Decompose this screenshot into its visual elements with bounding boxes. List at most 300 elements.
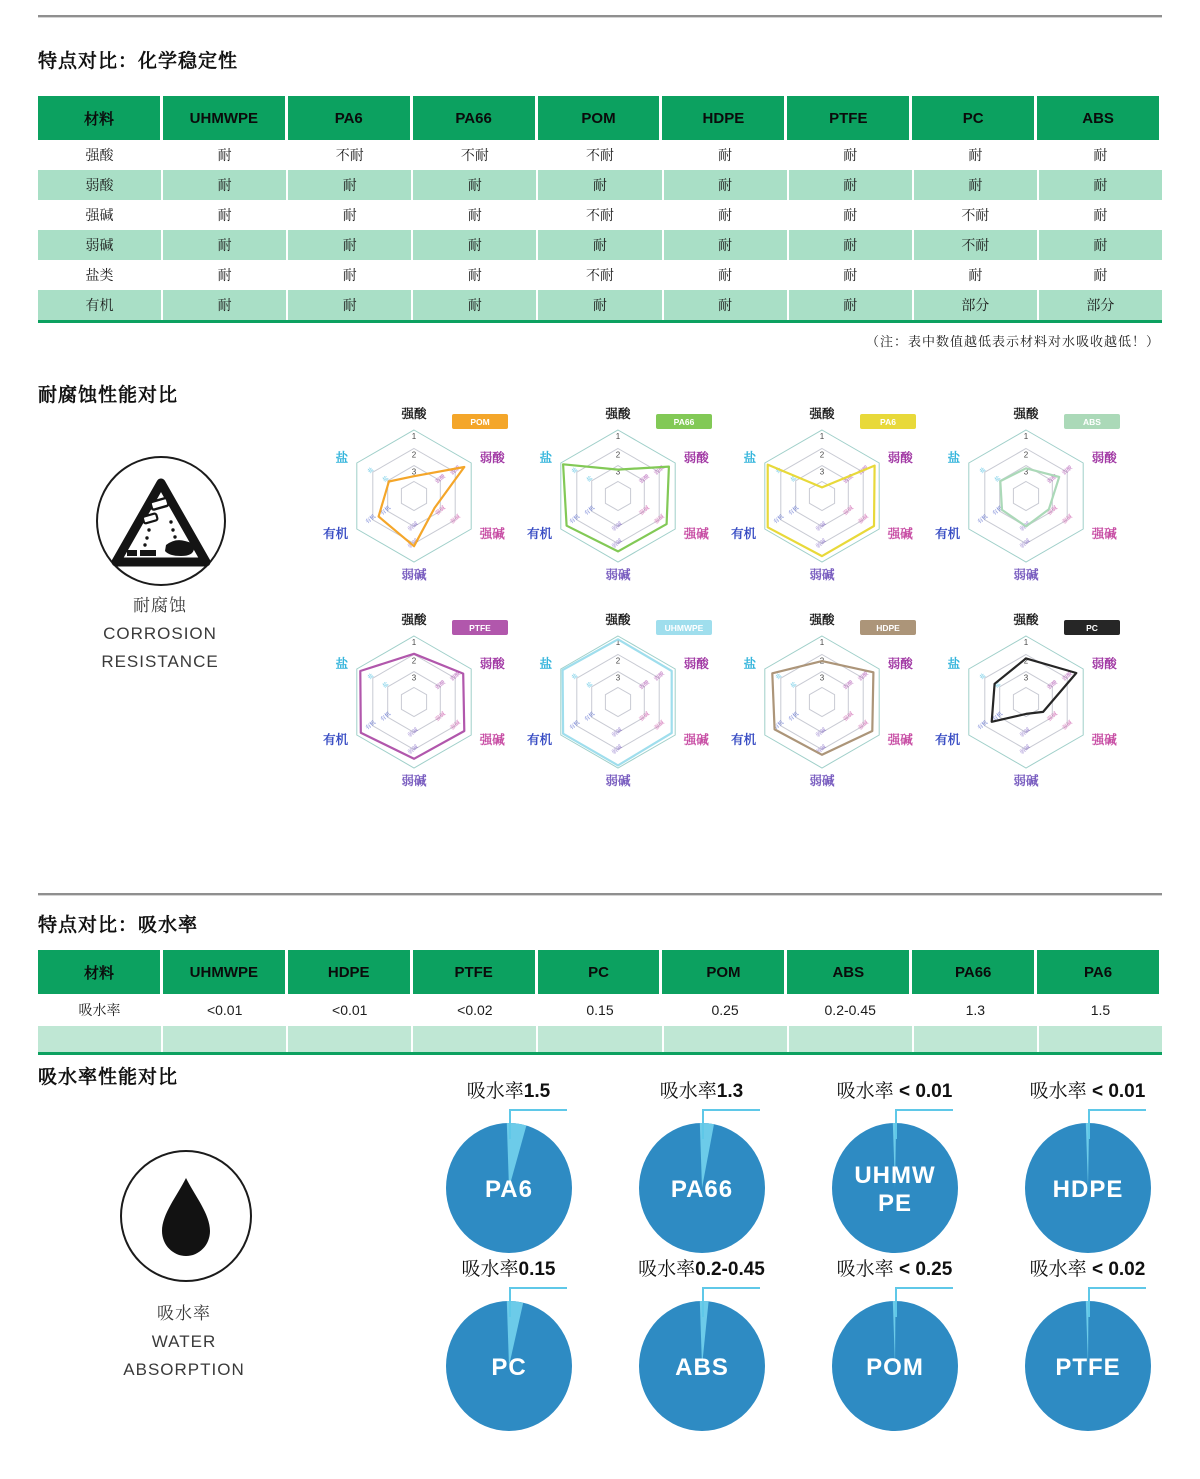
radar-ring-label: 2 [819, 450, 825, 460]
radar-axis-label: 有机 [731, 527, 757, 541]
table-cell: 耐 [1093, 237, 1108, 253]
radar-axis-label: 弱碱 [809, 774, 835, 788]
pie-label-prefix: 吸水率 [659, 1081, 717, 1102]
radar-chart-PA66 [516, 396, 720, 602]
radar-axis-label: 弱酸 [683, 657, 709, 671]
section-title-water-absorption: 特点对比：吸水率 [38, 915, 199, 936]
radar-tick-label: 盐 [789, 475, 798, 484]
pie-material-label: POM [865, 1354, 924, 1381]
radar-tick-label: 弱碱 [611, 521, 624, 533]
table-cell: 1.3 [914, 994, 1039, 1026]
radar-data-polygon [563, 464, 669, 551]
table-header-cell: UHMWPE [163, 950, 288, 994]
radar-tick-label: 强碱 [1046, 711, 1059, 723]
pie-material-label: PTFE [1054, 1354, 1121, 1381]
radar-tick-label: 弱碱 [1019, 744, 1032, 756]
pie-label [798, 1258, 991, 1282]
table-header-cell: UHMWPE [163, 96, 288, 140]
radar-axis-label: 弱碱 [1013, 568, 1039, 582]
radar-tick-label: 强碱 [1061, 513, 1074, 526]
radar-axis-label: 弱酸 [887, 657, 913, 671]
radar-ring-label: 2 [615, 656, 621, 666]
radar-tick-label: 有机 [364, 513, 378, 526]
table-note: （注：表中数值越低表示材料对水吸收越低！） [865, 334, 1160, 349]
pie-label-value: 1.5 [523, 1081, 551, 1102]
table-header-cell: PC [538, 950, 663, 994]
radar-tick-label: 盐 [571, 672, 580, 681]
radar-tick-label: 强碱 [449, 719, 462, 732]
table-cell: 耐 [288, 260, 413, 290]
radar-tick-label: 弱酸 [1061, 464, 1074, 477]
radar-tick-label: 弱碱 [1019, 727, 1032, 739]
radar-axis-label: 盐 [743, 451, 757, 465]
radar-ring-label: 3 [819, 467, 825, 477]
pie-material-label: PA6 [484, 1176, 533, 1203]
radar-ring-label: 1 [615, 638, 621, 647]
radar-axis-label: 弱碱 [1013, 774, 1039, 788]
pie-label [991, 1258, 1184, 1282]
radar-ring-label: 3 [411, 673, 417, 683]
table-header-cell: PA66 [912, 950, 1037, 994]
radar-tick-label: 盐 [775, 672, 784, 681]
radar-axis-label: 有机 [323, 527, 349, 541]
table-cell: 0.15 [538, 994, 663, 1026]
pie-label-value: < 0.01 [893, 1081, 953, 1102]
radar-tick-label: 强碱 [638, 505, 651, 517]
table-bottom-border [38, 1052, 1162, 1055]
corrosion-caption [60, 592, 260, 676]
radar-axis-label: 弱碱 [605, 568, 631, 582]
radar-axis-label: 弱碱 [605, 774, 631, 788]
radar-legend-label: UHMWPE [664, 623, 704, 633]
table-cell: 耐 [914, 170, 1039, 200]
table-header-row [38, 96, 1162, 140]
radar-tick-label: 弱酸 [449, 670, 462, 683]
radar-axis-label: 盐 [947, 657, 961, 671]
radar-ring-label: 3 [615, 467, 621, 477]
table-cell: 耐 [413, 170, 538, 200]
radar-tick-label: 弱酸 [842, 473, 855, 486]
table-cell: 耐 [163, 260, 288, 290]
radar-tick-label: 弱酸 [842, 679, 855, 692]
pie-label-value: < 0.02 [1086, 1259, 1146, 1280]
radar-axis-label: 盐 [539, 657, 553, 671]
pie-material-label: ABS [674, 1354, 729, 1381]
radar-axis-label: 强酸 [809, 613, 835, 627]
table-cell: 耐 [288, 200, 413, 230]
table-cell [38, 1026, 163, 1052]
table-cell: 耐 [1093, 267, 1108, 283]
table-cell: 盐类 [38, 260, 163, 290]
table-cell [789, 1026, 914, 1052]
radar-chart-grid [312, 396, 1128, 808]
table-cell: 吸水率 [38, 994, 163, 1026]
radar-tick-label: 弱碱 [815, 521, 828, 533]
table-cell: 有机 [38, 290, 163, 320]
radar-tick-label: 弱酸 [449, 464, 462, 477]
table-cell: 耐 [789, 200, 914, 230]
table-cell: 0.2-0.45 [789, 994, 914, 1026]
pie-label-prefix: 吸水率 [1029, 1259, 1087, 1280]
radar-tick-label: 弱碱 [407, 744, 420, 756]
table-cell: 耐 [789, 290, 914, 320]
table-row [38, 170, 1162, 200]
table-cell: 耐 [288, 230, 413, 260]
radar-ring-label: 3 [411, 467, 417, 477]
mid-divider [38, 893, 1162, 896]
pie-label-value: < 0.01 [1086, 1081, 1146, 1102]
pie-chart-PC [412, 1258, 605, 1436]
table-cell: 耐 [1093, 177, 1108, 193]
radar-tick-label: 盐 [789, 681, 798, 690]
radar-tick-label: 强碱 [653, 513, 666, 526]
radar-axis-label: 强酸 [605, 613, 631, 627]
table-cell: 耐 [664, 140, 789, 170]
radar-axis-label: 强碱 [683, 733, 709, 747]
table-cell: 耐 [789, 230, 914, 260]
water-badge [120, 1150, 252, 1282]
pie-label [412, 1080, 605, 1104]
radar-ring-label: 2 [411, 450, 417, 460]
table-row [38, 200, 1162, 230]
table-header-cell: POM [538, 96, 663, 140]
radar-tick-label: 盐 [993, 475, 1002, 484]
radar-tick-label: 强碱 [1046, 505, 1059, 517]
table-cell: 部分 [1086, 297, 1115, 313]
radar-ring-label: 1 [615, 432, 621, 441]
table-cell: 耐 [413, 260, 538, 290]
radar-tick-label: 有机 [772, 513, 786, 526]
water-absorption-table [38, 950, 1162, 1055]
radar-legend-label: PC [1086, 623, 1098, 633]
radar-tick-label: 盐 [993, 681, 1002, 690]
table-cell: 耐 [163, 290, 288, 320]
radar-chart-POM [312, 396, 516, 602]
pie-label-prefix: 吸水率 [638, 1259, 696, 1280]
radar-tick-label: 弱碱 [407, 727, 420, 739]
table-cell: 弱酸 [38, 170, 163, 200]
water-caption-cn: 吸水率 [157, 1304, 211, 1323]
radar-axis-label: 弱酸 [1091, 451, 1117, 465]
radar-tick-label: 有机 [772, 719, 786, 732]
table-cell: 耐 [163, 170, 288, 200]
radar-axis-label: 弱酸 [1091, 657, 1117, 671]
table-cell [163, 1026, 288, 1052]
radar-axis-label: 强碱 [887, 527, 913, 541]
radar-data-polygon [992, 658, 1077, 721]
pie-chart-UHMWPE [798, 1080, 991, 1258]
radar-axis-label: 有机 [527, 733, 553, 747]
radar-tick-label: 盐 [775, 466, 784, 475]
radar-ring-label: 3 [1023, 467, 1029, 477]
table-cell: 耐 [163, 200, 288, 230]
radar-tick-label: 弱酸 [434, 473, 447, 486]
radar-legend-label: PA6 [880, 417, 896, 427]
radar-tick-label: 强碱 [653, 719, 666, 732]
table-cell: <0.01 [163, 994, 288, 1026]
radar-axis-label: 强酸 [1013, 407, 1039, 421]
table-header-cell: PA6 [1037, 950, 1162, 994]
pie-material-label: HDPE [1052, 1176, 1123, 1203]
radar-ring-label: 2 [1023, 450, 1029, 460]
table-cell [664, 1026, 789, 1052]
table-cell: 1.5 [1090, 1002, 1111, 1018]
radar-tick-label: 有机 [583, 711, 597, 723]
radar-tick-label: 强碱 [434, 711, 447, 723]
radar-ring-label: 3 [1023, 673, 1029, 683]
radar-tick-label: 弱酸 [638, 473, 651, 486]
pie-label-value: 1.3 [716, 1081, 744, 1102]
table-header-cell: ABS [1037, 96, 1162, 140]
radar-axis-label: 弱酸 [887, 451, 913, 465]
radar-tick-label: 弱酸 [857, 464, 870, 477]
radar-tick-label: 强碱 [857, 513, 870, 526]
section-title-absorption-comparison: 吸水率性能对比 [38, 1067, 179, 1088]
radar-legend-label: POM [470, 417, 490, 427]
radar-ring-label: 2 [615, 450, 621, 460]
pie-label [412, 1258, 605, 1282]
radar-tick-label: 有机 [787, 505, 801, 517]
table-cell: 耐 [664, 200, 789, 230]
table-cell: 部分 [914, 290, 1039, 320]
table-cell [914, 1026, 1039, 1052]
pie-chart-PA66 [605, 1080, 798, 1258]
radar-ring-label: 3 [615, 673, 621, 683]
table-cell: 不耐 [288, 140, 413, 170]
radar-tick-label: 弱酸 [1046, 679, 1059, 692]
table-header-cell: POM [662, 950, 787, 994]
pie-material-label: PA66 [670, 1176, 733, 1203]
pie-label-value: < 0.25 [893, 1259, 953, 1280]
table-header-row [38, 950, 1162, 994]
radar-chart-PTFE [312, 602, 516, 808]
table-cell [538, 1026, 663, 1052]
radar-tick-label: 盐 [381, 475, 390, 484]
chemical-stability-table [38, 96, 1162, 323]
radar-legend-label: HDPE [876, 623, 900, 633]
table-header-cell: ABS [787, 950, 912, 994]
table-bottom-border [38, 320, 1162, 323]
radar-tick-label: 盐 [979, 466, 988, 475]
table-cell: 耐 [664, 230, 789, 260]
radar-axis-label: 强碱 [479, 733, 505, 747]
radar-axis-label: 强碱 [479, 527, 505, 541]
pie-label [605, 1258, 798, 1282]
corrosion-caption-en2: RESISTANCE [101, 652, 219, 671]
radar-axis-label: 弱碱 [401, 568, 427, 582]
radar-ring-label: 2 [411, 656, 417, 666]
radar-axis-label: 强碱 [1091, 733, 1117, 747]
radar-axis-label: 强酸 [401, 613, 427, 627]
pie-chart-grid [412, 1080, 1184, 1436]
radar-axis-label: 有机 [527, 527, 553, 541]
radar-ring-label: 1 [411, 638, 417, 647]
radar-tick-label: 有机 [379, 711, 393, 723]
radar-tick-label: 弱碱 [407, 521, 420, 533]
radar-axis-label: 盐 [743, 657, 757, 671]
radar-tick-label: 弱碱 [611, 538, 624, 550]
table-cell: 耐 [789, 170, 914, 200]
radar-tick-label: 弱碱 [407, 538, 420, 550]
table-cell [288, 1026, 413, 1052]
pie-label-prefix: 吸水率 [461, 1259, 519, 1280]
radar-tick-label: 强碱 [434, 505, 447, 517]
table-cell: 不耐 [538, 140, 663, 170]
radar-axis-label: 盐 [335, 657, 349, 671]
radar-tick-label: 盐 [571, 466, 580, 475]
pie-material-label: UHMW PE [853, 1162, 936, 1217]
radar-data-polygon [360, 654, 464, 759]
radar-tick-label: 盐 [367, 672, 376, 681]
table-cell: 耐 [163, 140, 288, 170]
radar-ring-label: 1 [411, 432, 417, 441]
radar-tick-label: 有机 [991, 711, 1005, 723]
table-cell: 强碱 [38, 200, 163, 230]
radar-axis-label: 弱酸 [479, 451, 505, 465]
radar-tick-label: 弱碱 [815, 744, 828, 756]
pie-chart-PTFE [991, 1258, 1184, 1436]
water-caption [84, 1300, 284, 1384]
table-row [38, 260, 1162, 290]
table-cell: 耐 [1093, 147, 1108, 163]
radar-tick-label: 强碱 [638, 711, 651, 723]
radar-axis-label: 强酸 [605, 407, 631, 421]
table-cell: 耐 [789, 260, 914, 290]
table-header-cell: 材料 [38, 950, 163, 994]
pie-chart-PA6 [412, 1080, 605, 1258]
table-cell: 耐 [789, 140, 914, 170]
radar-chart-PA6 [720, 396, 924, 602]
water-caption-en1: WATER [151, 1332, 217, 1351]
radar-chart-HDPE [720, 602, 924, 808]
corrosion-caption-cn: 耐腐蚀 [133, 596, 187, 615]
radar-tick-label: 弱酸 [1046, 473, 1059, 486]
radar-tick-label: 有机 [991, 505, 1005, 517]
radar-tick-label: 有机 [379, 505, 393, 517]
table-cell: 耐 [413, 230, 538, 260]
radar-tick-label: 盐 [585, 681, 594, 690]
pie-label-prefix: 吸水率 [836, 1081, 894, 1102]
table-cell: 耐 [664, 290, 789, 320]
pie-label [605, 1080, 798, 1104]
pie-label-prefix: 吸水率 [1029, 1081, 1087, 1102]
radar-tick-label: 有机 [568, 513, 582, 526]
radar-ring-label: 1 [1023, 432, 1029, 441]
radar-tick-label: 有机 [787, 711, 801, 723]
table-cell: 耐 [914, 140, 1039, 170]
table-cell: 不耐 [413, 140, 538, 170]
table-cell: 不耐 [538, 260, 663, 290]
radar-tick-label: 弱碱 [815, 538, 828, 550]
pie-material-label: PC [490, 1354, 527, 1381]
radar-tick-label: 有机 [568, 719, 582, 732]
radar-tick-label: 盐 [381, 681, 390, 690]
radar-ring-label: 1 [819, 638, 825, 647]
pie-label-value: 0.15 [518, 1259, 556, 1280]
table-row [38, 994, 1162, 1026]
radar-axis-label: 弱酸 [683, 451, 709, 465]
radar-tick-label: 强碱 [842, 711, 855, 723]
radar-tick-label: 弱碱 [1019, 538, 1032, 550]
radar-tick-label: 盐 [979, 672, 988, 681]
top-divider [38, 15, 1162, 18]
radar-tick-label: 有机 [364, 719, 378, 732]
table-cell: 不耐 [538, 200, 663, 230]
table-cell [1039, 1026, 1162, 1052]
table-cell: 耐 [288, 290, 413, 320]
section-title-chemical-stability: 特点对比：化学稳定性 [38, 51, 239, 72]
radar-legend-label: ABS [1083, 417, 1101, 427]
radar-legend-label: PTFE [469, 623, 491, 633]
corrosion-caption-en1: CORROSION [103, 624, 217, 643]
table-header-cell: 材料 [38, 96, 163, 140]
radar-ring-label: 2 [1023, 656, 1029, 666]
table-header-cell: PA6 [288, 96, 413, 140]
table-cell: 耐 [163, 230, 288, 260]
radar-axis-label: 盐 [947, 451, 961, 465]
radar-tick-label: 强碱 [857, 719, 870, 732]
water-caption-en2: ABSORPTION [123, 1360, 245, 1379]
radar-legend-label: PA66 [673, 417, 695, 427]
radar-axis-label: 有机 [731, 733, 757, 747]
corrosion-badge [96, 456, 226, 586]
table-cell: 耐 [664, 170, 789, 200]
radar-axis-label: 强碱 [683, 527, 709, 541]
radar-axis-label: 弱碱 [401, 774, 427, 788]
table-cell: 强酸 [38, 140, 163, 170]
table-row [38, 290, 1162, 320]
table-cell: 耐 [413, 200, 538, 230]
radar-tick-label: 弱酸 [638, 679, 651, 692]
radar-axis-label: 弱酸 [479, 657, 505, 671]
radar-tick-label: 弱碱 [815, 727, 828, 739]
table-row [38, 1026, 1162, 1052]
radar-tick-label: 有机 [976, 719, 990, 732]
radar-axis-label: 盐 [335, 451, 349, 465]
pie-label [798, 1080, 991, 1104]
radar-tick-label: 盐 [367, 466, 376, 475]
radar-tick-label: 弱酸 [434, 679, 447, 692]
radar-tick-label: 强碱 [1061, 719, 1074, 732]
pie-chart-ABS [605, 1258, 798, 1436]
radar-tick-label: 弱碱 [1019, 521, 1032, 533]
radar-chart-UHMWPE [516, 602, 720, 808]
radar-tick-label: 有机 [976, 513, 990, 526]
table-header-cell: HDPE [288, 950, 413, 994]
table-header-cell: HDPE [662, 96, 787, 140]
radar-tick-label: 强碱 [842, 505, 855, 517]
radar-chart-PC [924, 602, 1128, 808]
table-cell: 耐 [413, 290, 538, 320]
radar-tick-label: 有机 [583, 505, 597, 517]
radar-axis-label: 强酸 [809, 407, 835, 421]
corrosion-icon [109, 473, 213, 569]
pie-label-prefix: 吸水率 [836, 1259, 894, 1280]
table-row [38, 140, 1162, 170]
radar-chart-ABS [924, 396, 1128, 602]
table-row [38, 230, 1162, 260]
radar-axis-label: 强酸 [1013, 613, 1039, 627]
radar-ring-label: 1 [819, 432, 825, 441]
radar-tick-label: 盐 [585, 475, 594, 484]
pie-chart-POM [798, 1258, 991, 1436]
table-cell [413, 1026, 538, 1052]
radar-axis-label: 有机 [323, 733, 349, 747]
table-cell: 不耐 [914, 230, 1039, 260]
radar-axis-label: 弱碱 [809, 568, 835, 582]
radar-axis-label: 强碱 [1091, 527, 1117, 541]
table-cell: <0.01 [288, 994, 413, 1026]
